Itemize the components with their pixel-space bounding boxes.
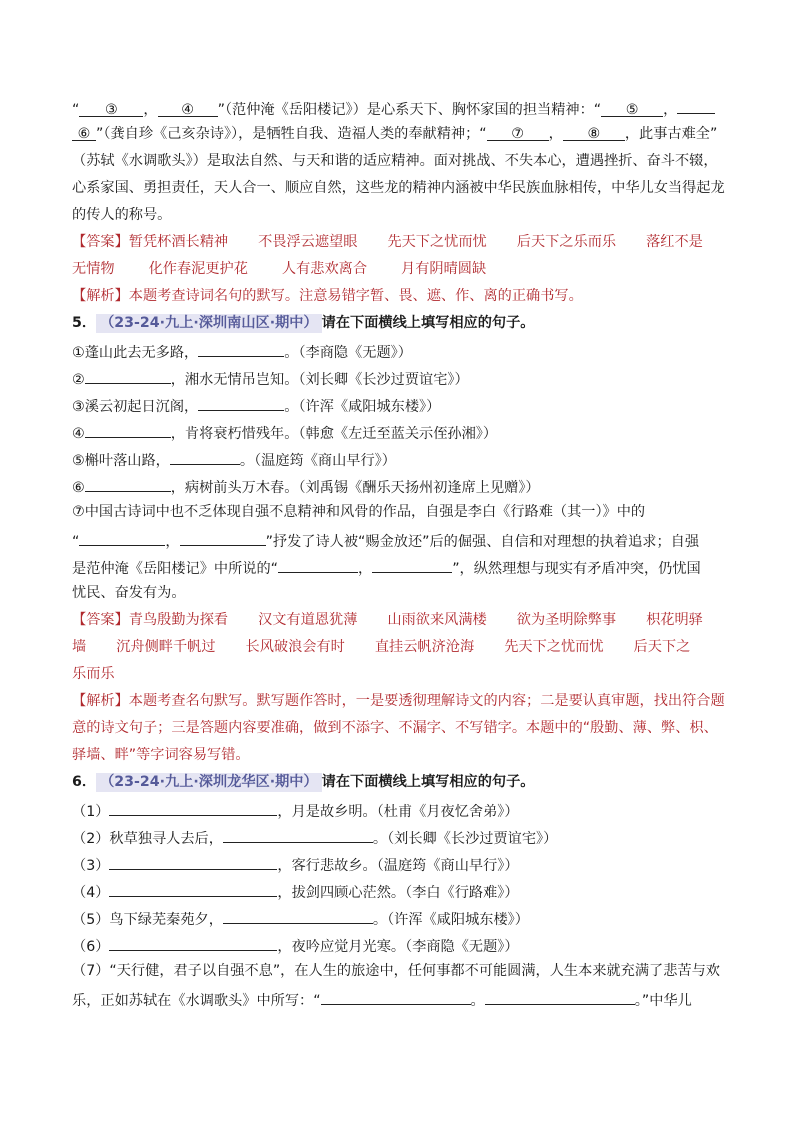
q6-item-7-line-1: （7）“天行健，君子以自强不息”，在人生的旅途中，任何事都不可能圆满，人生本来就充满了悲苦与欢 <box>72 963 720 979</box>
q4-line-2: ⑥ ”（龚自珍《己亥杂诗》），是牺牲自我、造福人类的奉献精神；“ ⑦ ， ⑧ ，此事古难全” <box>72 125 724 144</box>
q4-analysis: 【解析】本题考查诗词名句的默写。注意易错字暂、畏、遮、作、离的正确书写。 <box>72 288 583 304</box>
q5-item-6: ⑥ ，病树前头万木春。（刘禹锡《酬乐天扬州初逢席上见赠》） <box>72 476 724 498</box>
answer-blank[interactable] <box>223 827 373 843</box>
answer-blank[interactable] <box>109 800 277 816</box>
source-badge: （23-24·九上·深圳南山区·期中） <box>96 314 322 333</box>
q4-line-4: 心系家国、勇担责任，天人合一、顺应自然，这些龙的精神内涵被中华民族血脉相传，中华儿女当得起龙 <box>72 180 725 196</box>
q4-line-1: “ ③ ， ④ ”（范仲淹《岳阳楼记》）是心系天下、胸怀家国的担当精神：“ ⑤ ， <box>72 98 724 120</box>
q4-line-3: （苏轼《水调歌头》）是取法自然、与天和谐的适应精神。面对挑战、不失本心，遭遇挫折、奋斗不辍， <box>72 153 718 169</box>
q5-analysis-line-3: 驿墙、畔”等字词容易写错。 <box>72 747 250 763</box>
q5-answer-line-2: 墙 沉舟侧畔千帆过 长风破浪会有时 直挂云帆济沧海 先天下之忧而忧 后天下之 <box>72 639 691 655</box>
answer-blank[interactable] <box>85 368 171 384</box>
blank-6[interactable]: ⑥ <box>72 125 96 141</box>
answer-blank[interactable] <box>109 854 277 870</box>
q4-answer-line-1: 【答案】暂凭杯酒长精神 不畏浮云遮望眼 先天下之忧而忧 后天下之乐而乐 落红不是 <box>72 234 703 250</box>
q5-analysis-line-2: 意的诗文句子；三是答题内容要准确，做到不添字、不漏字、不写错字。本题中的“殷勤、薄、弊、枳、 <box>72 720 718 736</box>
q5-item-7-line-1: ⑦中国古诗词中也不乏体现自强不息精神和风骨的作品，自强是李白《行路难（其一）》中的 <box>72 504 646 520</box>
q4-line-5: 的传人的称号。 <box>72 207 172 223</box>
answer-blank[interactable] <box>321 989 471 1005</box>
q5-item-7-line-2: “ ， ”抒发了诗人被“赐金放还”后的倔强、自信和对理想的执着追求；自强 <box>72 530 724 552</box>
blank-3[interactable]: ③ <box>79 101 143 117</box>
q5-item-4: ④ ，肯将衰朽惜残年。（韩愈《左迁至蓝关示侄孙湘》） <box>72 422 724 444</box>
answer-blank[interactable] <box>278 557 358 573</box>
q6-item-4: （4） ，拔剑四顾心茫然。（李白《行路难》） <box>72 881 724 903</box>
source-badge: （23-24·九上·深圳龙华区·期中） <box>96 773 322 792</box>
answer-blank[interactable] <box>170 449 240 465</box>
answer-blank[interactable] <box>485 989 635 1005</box>
answer-blank[interactable] <box>109 881 277 897</box>
answer-blank[interactable] <box>85 476 171 492</box>
q6-item-2: （2）秋草独寻人去后， 。（刘长卿《长沙过贾谊宅》） <box>72 827 724 849</box>
blank-4[interactable]: ④ <box>158 101 218 117</box>
q6-item-6: （6） ，夜吟应觉月光寒。（李商隐《无题》） <box>72 935 724 957</box>
q6-header: 6． （23-24·九上·深圳龙华区·期中） 请在下面横线上填写相应的句子。 <box>72 774 535 790</box>
q5-item-2: ② ，湘水无情吊岂知。（刘长卿《长沙过贾谊宅》） <box>72 368 724 390</box>
answer-blank[interactable] <box>79 530 165 546</box>
q6-item-3: （3） ，客行悲故乡。（温庭筠《商山早行》） <box>72 854 724 876</box>
q5-analysis-line-1: 【解析】本题考查名句默写。默写题作答时，一是要透彻理解诗文的内容；二是要认真审题，找出符合题 <box>72 693 725 709</box>
q5-item-5: ⑤槲叶落山路， 。（温庭筠《商山早行》） <box>72 449 724 471</box>
q6-item-1: （1） ，月是故乡明。（杜甫《月夜忆舍弟》） <box>72 800 724 822</box>
answer-blank[interactable] <box>109 935 277 951</box>
answer-blank[interactable] <box>372 557 452 573</box>
q5-answer-line-1: 【答案】青鸟殷勤为探看 汉文有道恩犹薄 山雨欲来风满楼 欲为圣明除弊事 枳花明驿 <box>72 612 703 628</box>
q6-item-7-line-2: 乐，正如苏轼在《水调歌头》中所写：“ 。 。”中华儿 <box>72 989 724 1011</box>
blank-5[interactable]: ⑤ <box>601 101 663 117</box>
answer-blank[interactable] <box>85 422 171 438</box>
blank-6a[interactable] <box>677 98 715 114</box>
blank-7[interactable]: ⑦ <box>487 125 549 141</box>
answer-blank[interactable] <box>223 908 373 924</box>
q4-answer-line-2: 无情物 化作春泥更护花 人有悲欢离合 月有阴晴圆缺 <box>72 261 487 277</box>
q5-item-3: ③溪云初起日沉阁， 。（许浑《咸阳城东楼》） <box>72 395 724 417</box>
q5-answer-line-3: 乐而乐 <box>72 666 115 682</box>
q5-item-7-line-3: 是范仲淹《岳阳楼记》中所说的“ ， ”，纵然理想与现实有矛盾冲突，仍忧国 <box>72 557 724 579</box>
q5-header: 5． （23-24·九上·深圳南山区·期中） 请在下面横线上填写相应的句子。 <box>72 315 535 331</box>
answer-blank[interactable] <box>198 341 284 357</box>
answer-blank[interactable] <box>198 395 284 411</box>
q5-item-1: ①蓬山此去无多路， 。（李商隐《无题》） <box>72 341 724 363</box>
q6-item-5: （5）鸟下绿芜秦苑夕， 。（许浑《咸阳城东楼》） <box>72 908 724 930</box>
q5-item-7-line-4: 忧民、奋发有为。 <box>72 585 186 601</box>
blank-8[interactable]: ⑧ <box>563 125 625 141</box>
answer-blank[interactable] <box>180 530 266 546</box>
